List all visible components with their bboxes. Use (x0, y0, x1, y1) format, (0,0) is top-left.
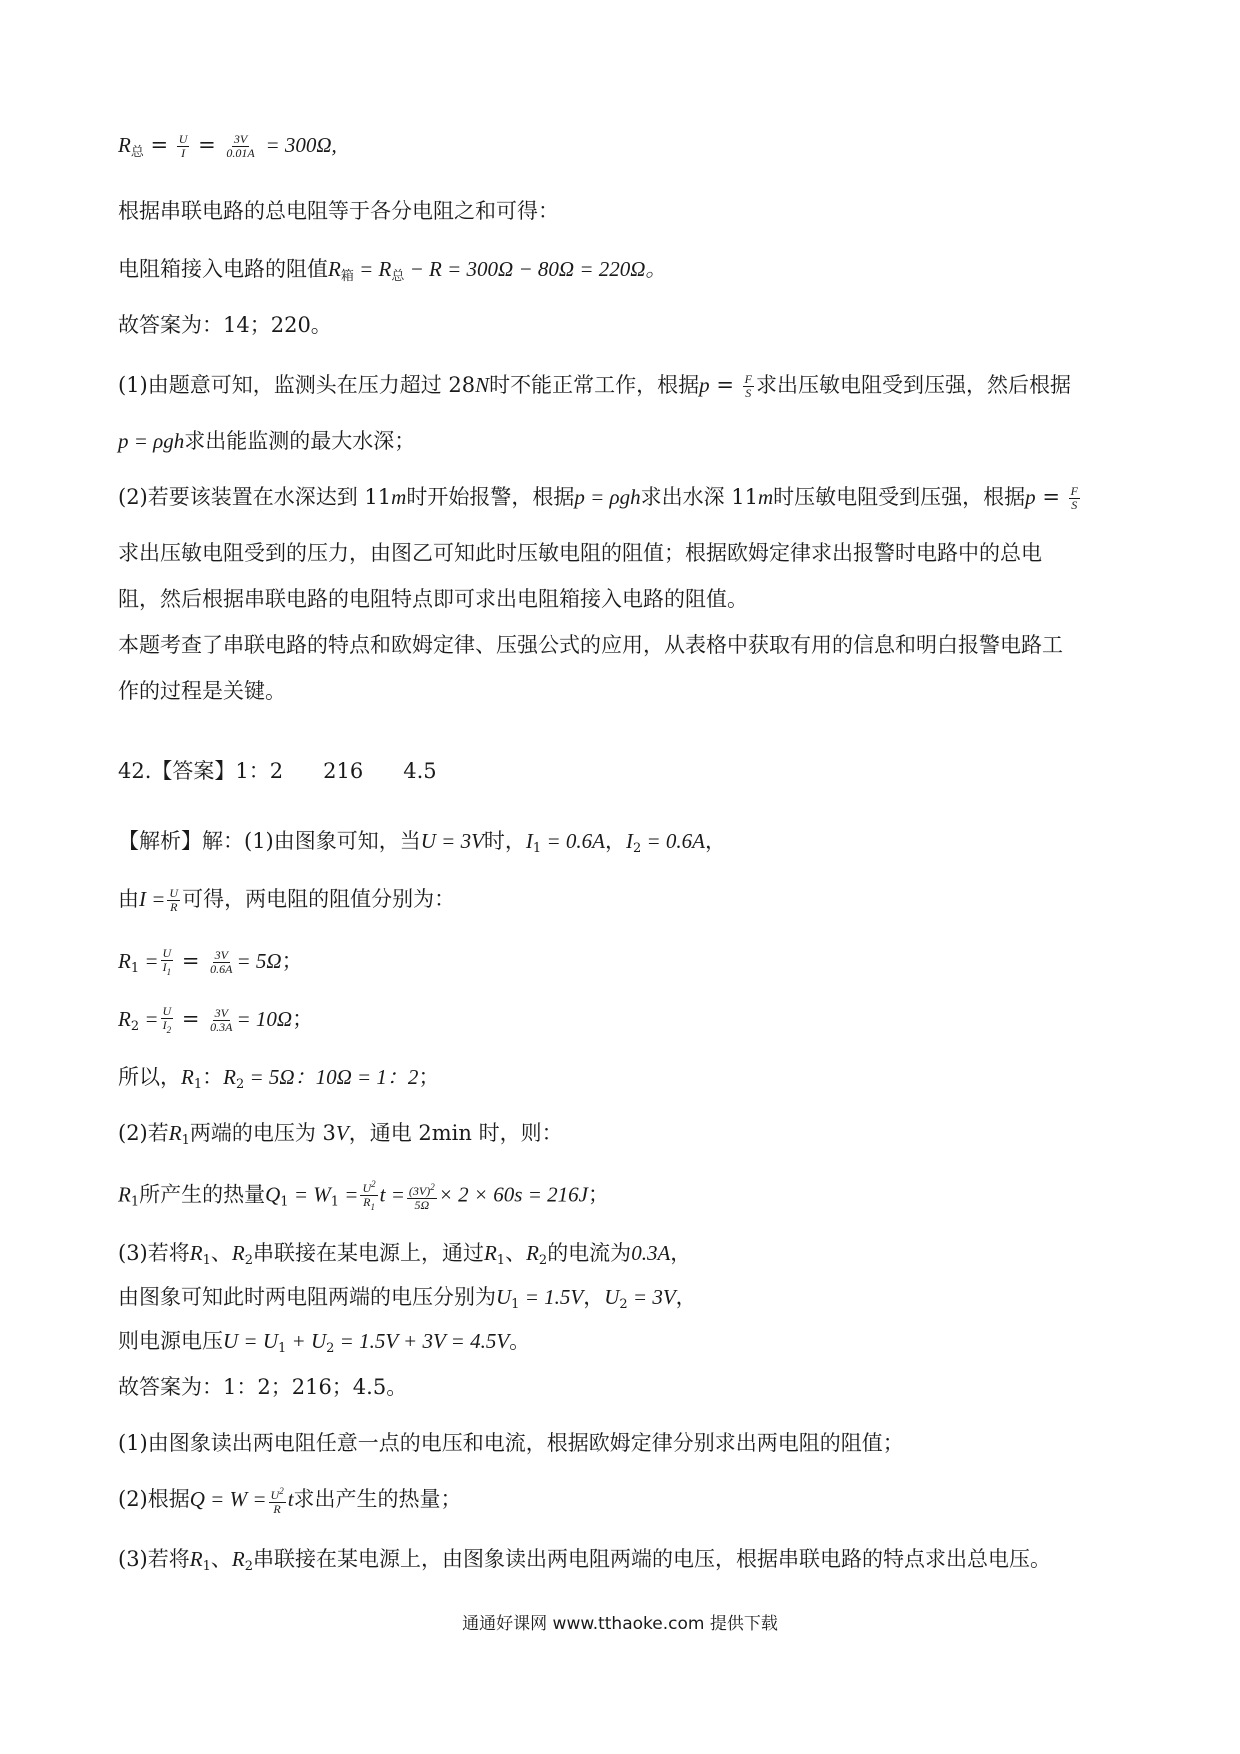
line-1: $R_总$ = $\frac{U}{I}$ = $\frac{3V}{0.01A}$ = 300Ω, (118, 132, 337, 160)
line-7: (2)若要该装置在水深达到 11m时开始报警，根据p = ρgh求出水深 11m时压敏电阻受到压强，根据p = $\frac{F}{S}$ (118, 484, 1078, 512)
line-2: 根据串联电路的总电阻等于各分电阻之和可得： (118, 199, 559, 223)
line-26: (3)若将$R_1$、$R_2$串联接在某电源上，由图象读出两电阻两端的电压，根据串联电路的特点求出总电压。 (118, 1547, 1051, 1574)
fraction: $\frac{3V}{0.01A}$ (226, 132, 255, 160)
line-11: 作的过程是关键。 (118, 679, 286, 703)
fraction: $\frac{U}{R}$ (169, 886, 179, 914)
line-23: 故答案为：1：2；216；4.5。 (118, 1375, 408, 1399)
fraction: $\frac{(3V)^2}{5\Omega}$ (408, 1181, 435, 1212)
line-9: 阻，然后根据串联电路的电阻特点即可求出电阻箱接入电路的阻值。 (118, 587, 748, 611)
fraction: $\frac{3V}{0.3A}$ (210, 1006, 233, 1034)
line-16: $R_2$ = $\frac{U}{I_2}$ = $\frac{3V}{0.3A}$ = 10Ω； (118, 1003, 314, 1035)
page-footer: 通通好课网 www.tthaoke.com 提供下载 (462, 1614, 778, 1634)
line-3: 电阻箱接入电路的阻值$R_箱 = R_总 - R = 300\Omega - 80\Omega = 220\Omega$。 (118, 257, 667, 284)
fraction: $\frac{3V}{0.6A}$ (210, 948, 233, 976)
line-21: 由图象可知此时两电阻两端的电压分别为$U_1 = 1.5V$，$U_2 = 3V$， (118, 1285, 697, 1312)
fraction: $\frac{U^2}{R}$ (270, 1486, 284, 1516)
line-10: 本题考查了串联电路的特点和欧姆定律、压强公式的应用，从表格中获取有用的信息和明白报警电路工 (118, 633, 1063, 657)
line-24: (1)由图象读出两电阻任意一点的电压和电流，根据欧姆定律分别求出两电阻的阻值； (118, 1431, 904, 1455)
fraction: $\frac{U^2}{R_1}$ (362, 1179, 376, 1212)
line-15: $R_1$ = $\frac{U}{I_1}$ = $\frac{3V}{0.6A}$ = 5Ω； (118, 945, 303, 977)
line-8: 求出压敏电阻受到的压力，由图乙可知此时压敏电阻的阻值；根据欧姆定律求出报警时电路中的总电 (118, 541, 1042, 565)
line-14: 由I = $\frac{U}{R}$ 可得，两电阻的阻值分别为： (118, 886, 456, 914)
answer-42: 42.【答案】1：2 216 4.5 (118, 759, 437, 783)
line-19: $R_1$所产生的热量$Q_1 = W_1$ = $\frac{U^2}{R_1}$ t = $\frac{(3V)^2}{5\Omega}$ × 2 × 60s = 216J； (118, 1179, 609, 1212)
line-18: (2)若$R_1$两端的电压为 3V，通电 2min 时，则： (118, 1121, 563, 1148)
line-17: 所以，$R_1$：$R_2 = 5\Omega$：10Ω = 1：2； (118, 1065, 440, 1092)
fraction: $\frac{F}{S}$ (1070, 484, 1078, 512)
line-20: (3)若将$R_1$、$R_2$串联接在某电源上，通过$R_1$、$R_2$的电流为0.3A， (118, 1241, 692, 1268)
line-6: p = ρgh求出能监测的最大水深； (118, 429, 416, 453)
line-5: (1)由题意可知，监测头在压力超过 28N时不能正常工作，根据p = $\frac{F}{S}$ 求出压敏电阻受到压强，然后根据 (118, 372, 1071, 400)
line-22: 则电源电压$U = U_1 + U_2 = 1.5V + 3V = 4.5V$。 (118, 1329, 531, 1356)
fraction: $\frac{U}{I_1}$ (162, 945, 172, 977)
line-4: 故答案为：14；220。 (118, 313, 332, 337)
line-25: (2)根据Q = W = $\frac{U^2}{R}$ t求出产生的热量； (118, 1486, 462, 1516)
fraction: $\frac{U}{I_2}$ (162, 1003, 172, 1035)
fraction: $\frac{F}{S}$ (744, 372, 752, 400)
line-13: 【解析】解：(1)由图象可知，当U = 3V时，$I_1 = 0.6A$，$I_2 = 0.6A$， (118, 829, 726, 856)
fraction: $\frac{U}{I}$ (178, 132, 188, 160)
